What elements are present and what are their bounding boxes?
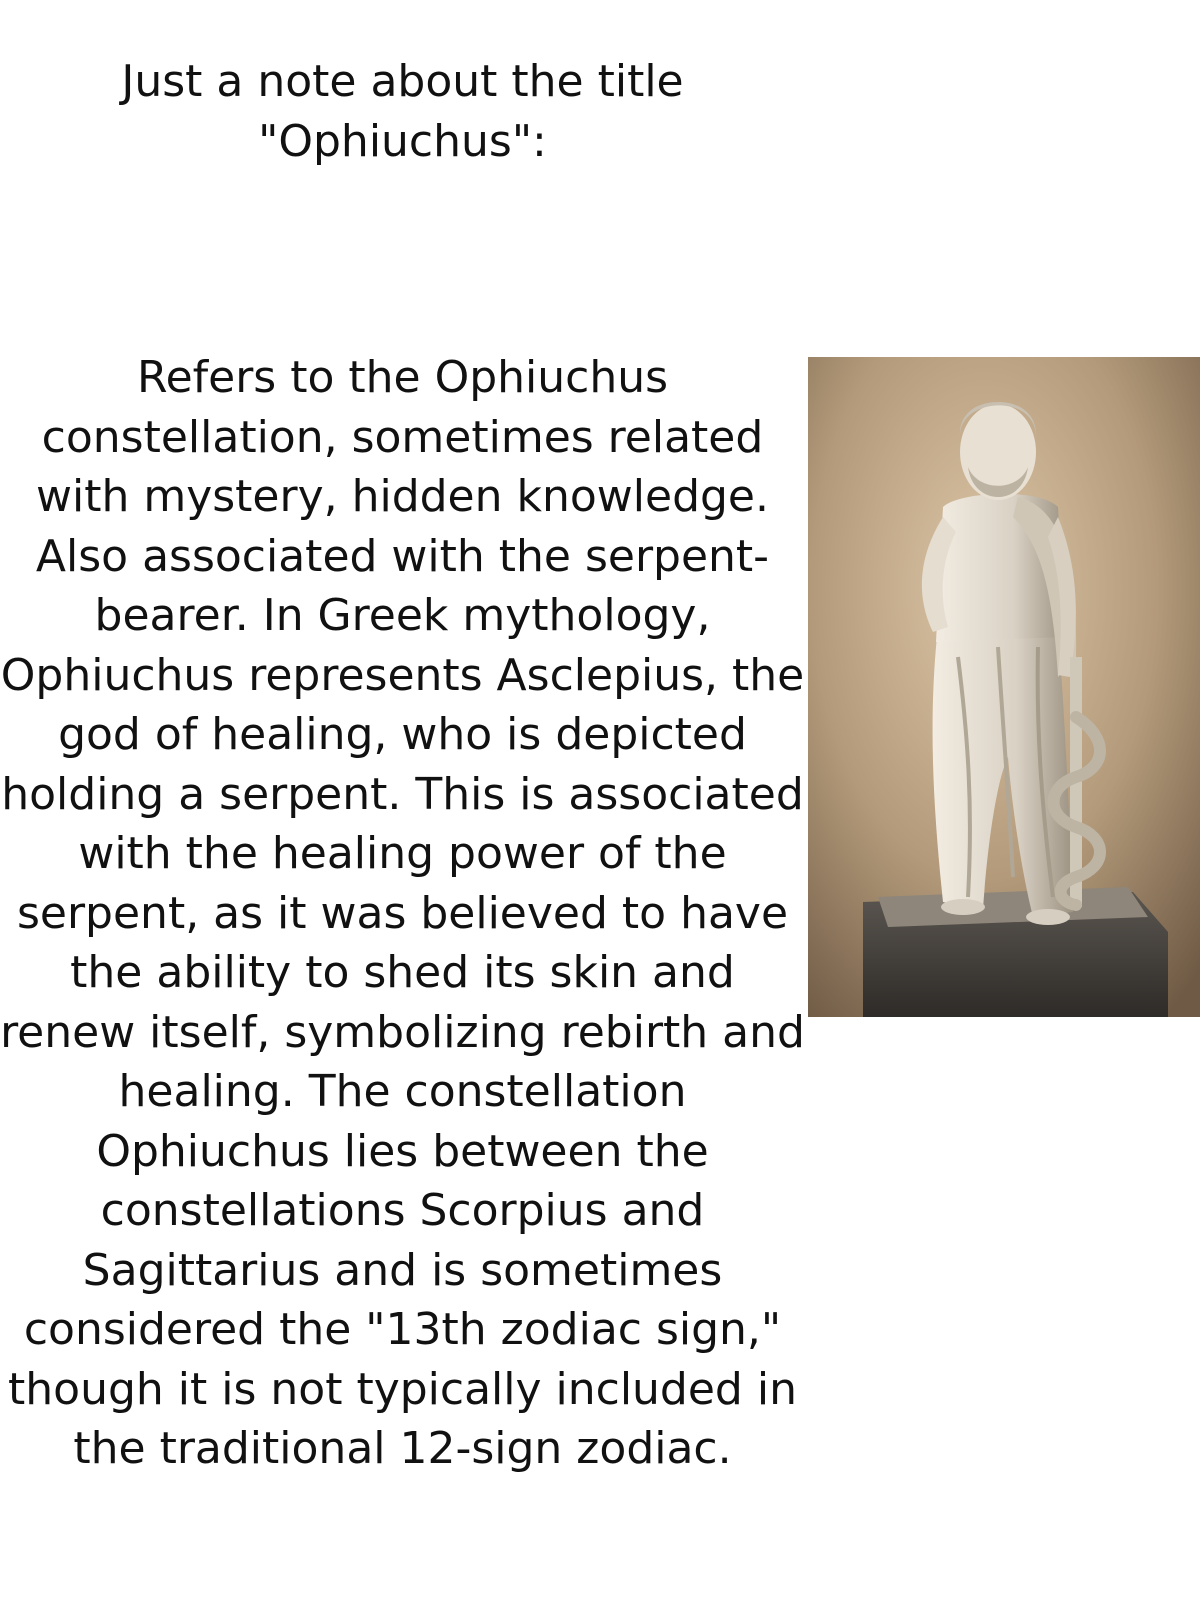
title-line-1: Just a note about the title <box>121 56 684 107</box>
asclepius-statue-image <box>808 357 1200 1017</box>
statue-illustration <box>808 357 1200 1017</box>
title-line-2: "Ophiuchus": <box>258 116 547 167</box>
body-paragraph: Refers to the Ophiuchus constellation, sometimes related with mystery, hidden knowledge. Also associated with the serpent-bearer. In Greek mythology, Ophiuchus represents Asclepius, the god of healing, who is depicted holding a serpent. This is associated with the healing power of the serpent, as it was believed to have the ability to shed its skin and renew itself, symbolizing rebirth and healing. The constellation Ophiuchus lies between the constellations Scorpius and Sagittarius and is sometimes considered the "13th zodiac sign," though it is not typically included in the traditional 12-sign zodiac. <box>0 352 805 1474</box>
page-title <box>0 52 805 172</box>
